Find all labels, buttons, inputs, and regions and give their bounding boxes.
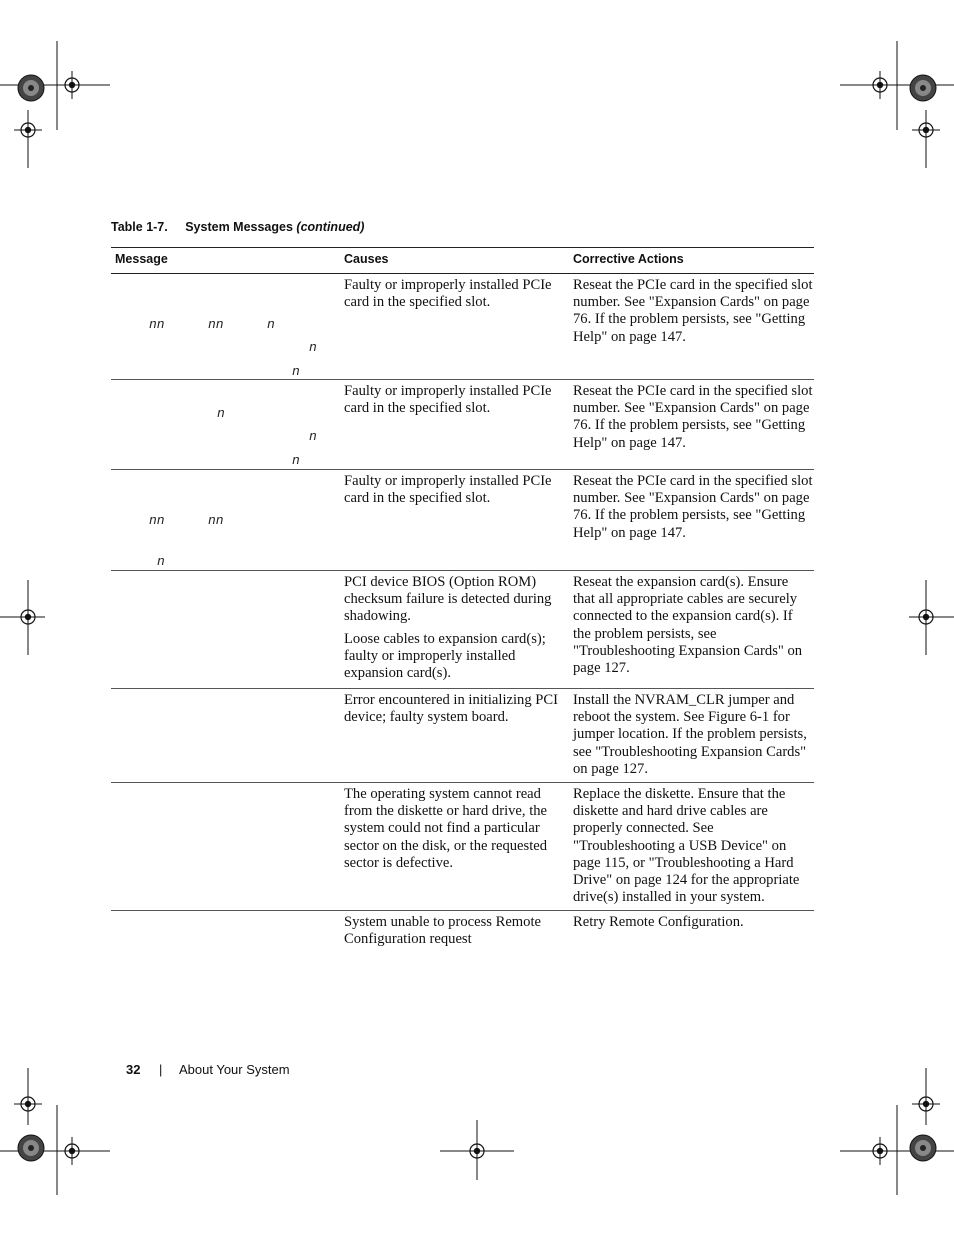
table-header-row — [111, 247, 814, 274]
section-title: About Your System — [179, 1062, 290, 1077]
message-variable: nn — [208, 513, 224, 528]
causes-cell — [344, 277, 564, 316]
cause-text: Faulty or improperly installed PCIe card in the specified slot. — [344, 383, 552, 417]
footer-separator: | — [159, 1062, 163, 1077]
message-cell — [115, 574, 337, 691]
causes-cell — [344, 692, 564, 731]
header-message: Message — [115, 252, 168, 266]
causes-cell — [344, 574, 564, 687]
system-messages-table — [111, 247, 814, 961]
causes-cell — [344, 473, 564, 512]
page-number: 32 — [126, 1062, 141, 1077]
table-row — [111, 783, 814, 911]
message-variable: nn — [149, 317, 165, 332]
message-variable: n — [309, 429, 317, 444]
actions-cell: Install the NVRAM_CLR jumper and reboot the system. See Figure 6-1 for jumper location. If the problem persists, see "Troubleshooting Expansion Cards" on page 127. — [573, 692, 807, 777]
table-title: System Messages — [185, 220, 293, 234]
header-causes: Causes — [344, 252, 389, 266]
cause-text: The operating system cannot read from the diskette or hard drive, the system could not find a particular sector on the disk, or the requested sector is defective. — [344, 786, 548, 871]
message-cell — [115, 383, 337, 472]
table-row — [111, 571, 814, 689]
message-variable: n — [309, 340, 317, 355]
table-number: Table 1-7. — [111, 220, 168, 234]
message-variable: n — [217, 406, 225, 421]
cause-text: Error encountered in initializing PCI device; faulty system board. — [344, 692, 558, 726]
cause-text: System unable to process Remote Configuration request — [344, 914, 541, 948]
cause-text: Faulty or improperly installed PCIe card in the specified slot. — [344, 277, 552, 311]
actions-cell: Reseat the PCIe card in the specified slot number. See "Expansion Cards" on page 76. If the problem persists, see "Getting Help" on page 147. — [573, 473, 813, 541]
actions-cell: Reseat the PCIe card in the specified slot number. See "Expansion Cards" on page 76. If the problem persists, see "Getting Help" on page 147. — [573, 277, 813, 345]
message-variable: n — [267, 317, 275, 332]
actions-cell: Retry Remote Configuration. — [573, 914, 744, 930]
causes-cell — [344, 383, 564, 422]
cause-text: Faulty or improperly installed PCIe card in the specified slot. — [344, 473, 552, 507]
header-corrective-actions: Corrective Actions — [573, 252, 684, 266]
cause-text: PCI device BIOS (Option ROM) checksum failure is detected during shadowing. — [344, 574, 552, 625]
cause-text: Loose cables to expansion card(s); faulty or improperly installed expansion card(s). — [344, 630, 546, 682]
message-variable: nn — [208, 317, 224, 332]
message-cell — [115, 914, 337, 964]
message-cell — [115, 692, 337, 785]
actions-cell: Reseat the PCIe card in the specified slot number. See "Expansion Cards" on page 76. If the problem persists, see "Getting Help" on page 147. — [573, 383, 813, 451]
message-cell — [115, 473, 337, 573]
message-variable: nn — [149, 513, 165, 528]
causes-cell — [344, 786, 564, 877]
message-cell — [115, 786, 337, 913]
message-variable: n — [292, 453, 300, 468]
table-row — [111, 911, 814, 961]
table-row — [111, 380, 814, 470]
actions-cell: Replace the diskette. Ensure that the diskette and hard drive cables are properly connected. See "Troubleshooting a USB Device" on page 115, or "Troubleshooting a Hard Drive" on page 124 for the appropriate drive(s) installed in your system. — [573, 786, 800, 906]
table-row — [111, 470, 814, 571]
causes-cell — [344, 914, 564, 953]
table-continued-label: (continued) — [296, 220, 365, 234]
message-variable: n — [157, 554, 165, 569]
table-caption — [111, 220, 364, 234]
message-variable: n — [292, 364, 300, 379]
table-row — [111, 274, 814, 380]
actions-cell: Reseat the expansion card(s). Ensure that all appropriate cables are securely connected to the expansion card(s). If the problem persists, see "Troubleshooting Expansion Cards" on page 127. — [573, 574, 803, 677]
message-cell — [115, 277, 337, 382]
table-row — [111, 689, 814, 783]
